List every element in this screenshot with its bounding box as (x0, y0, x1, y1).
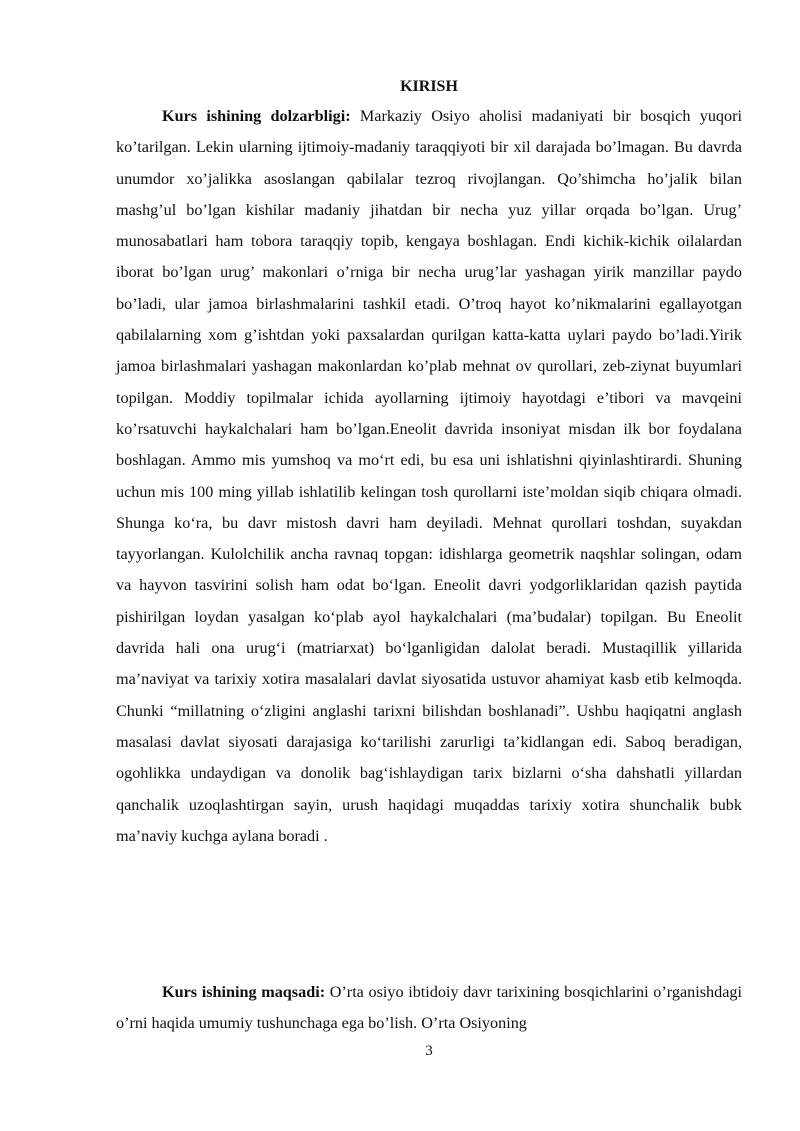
section-heading: KIRISH (400, 78, 458, 95)
document-page (116, 0, 742, 1131)
paragraph-lead-relevance: Kurs ishining dolzarbligi: (162, 107, 351, 125)
paragraph-text-relevance: Markaziy Osiyo aholisi madaniyati bir bosqich yuqori ko’tarilgan. Lekin ularning ijtimoiy-madaniy taraqqiyoti bir xil darajada bo’lmagan. Bu davrda unumdor xo’jalikka asoslangan qabilalar tezroq rivojlangan. Qo’shimcha ho’jalik bilan mashg’ul bo’lgan kishilar madaniy jihatdan bir necha yuz yillar orqada bo’lgan. Urug’ munosabatlari ham tobora taraqqiy topib, kengaya boshlagan. Endi kichik-kichik oilalardan iborat bo’lgan urug’ makonlari o’rniga bir necha urug’lar yashagan yirik manzillar paydo bo’ladi, ular jamoa birlashmalarini tashkil etadi. O’troq hayot ko’nikmalarini egallayotgan qabilalarning xom g’ishtdan yoki paxsalardan qurilgan katta-katta uylari paydo bo’ladi.Yirik jamoa birlashmalari yashagan makonlardan ko’plab mehnat ov qurollari, zeb-ziynat buyumlari topilgan. Moddiy topilmalar ichida ayollarning ijtimoiy hayotdagi e’tibori va mavqeini ko’rsatuvchi haykalchalari ham bo’lgan.Eneolit davrida insoniyat misdan ilk bor foydalana boshlagan. Ammo mis yumshoq va mo‘rt edi, bu esa uni ishlatishni qiyinlashtirardi. Shuning uchun mis 100 ming yillab ishlatilib kelingan tosh qurollarni iste’moldan siqib chiqara olmadi. Shunga ko‘ra, bu davr mistosh davri ham deyiladi. Mehnat qurollari toshdan, suyakdan tayyorlangan. Kulolchilik ancha ravnaq topgan: idishlarga geometrik naqshlar solingan, odam va hayvon tasvirini solish ham odat bo‘lgan. Eneolit davri yodgorliklaridan qazish paytida pishirilgan loydan yasalgan ko‘plab ayol haykalchalari (ma’budalar) topilgan. Bu Eneolit davrida hali ona urug‘i (matriarxat) bo‘lganligidan dalolat beradi. Mustaqillik yillarida ma’naviyat va tarixiy xotira masalalari davlat siyosatida ustuvor ahamiyat kasb etib kelmoqda. Chunki “millatning o‘zligini anglashi tarixni bilishdan boshlanadi”. Ushbu haqiqatni anglash masalasi davlat siyosati darajasiga ko‘tarilishi zarurligi ta’kidlangan edi. Saboq beradigan, ogohlikka undaydigan va donolik bag‘ishlaydigan tarix bizlarni o‘sha dahshatli yillardan qanchalik uzoqlashtirgan sayin, urush haqidagi muqaddas tarixiy xotira shunchalik bubk ma’naviy kuchga aylana boradi . (116, 107, 742, 845)
paragraph-text-goal: O’rta osiyo ibtidoiy davr tarixining bosqichlarini o’rganishdagi o’rni haqida umumiy tushunchaga ega bo’lish. O’rta Osiyoning (116, 983, 742, 1033)
page-number: 3 (425, 1043, 433, 1059)
paragraph-goal (116, 977, 742, 1040)
paragraph-relevance (116, 101, 742, 852)
paragraph-lead-goal: Kurs ishining maqsadi: (162, 983, 326, 1001)
